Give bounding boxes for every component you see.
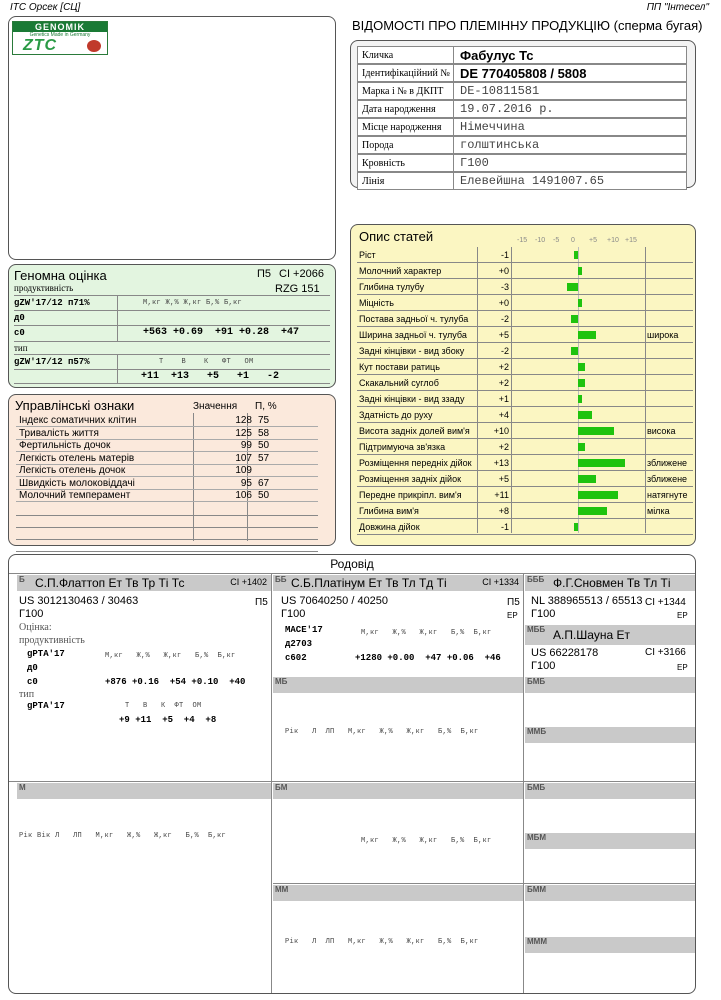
mbb-id: US 66228178: [531, 647, 599, 659]
pedigree-panel: [8, 554, 696, 994]
linear-trait-name: Міцність: [359, 298, 394, 308]
sss-ci: СІ +1344: [645, 597, 686, 608]
linear-trait-name: Передне прикріпл. вим'я: [359, 490, 462, 500]
sire-row1-header: М,кг Ж,% Ж,кг Б,% Б,кг: [105, 652, 236, 660]
linear-trait-name: Постава задньої ч. тулуба: [359, 314, 469, 324]
sire-bar: [17, 575, 271, 591]
linear-trait-desc: натягнуте: [647, 490, 688, 500]
header-right: ПП "Інтесел": [646, 2, 709, 13]
linear-tick-label: +5: [589, 237, 597, 244]
linear-bar: [578, 395, 582, 403]
identity-value: 19.07.2016 р.: [460, 102, 554, 116]
management-name: Молочний темперамент: [19, 490, 131, 501]
linear-row: [357, 471, 693, 487]
linear-trait-value: +2: [498, 442, 509, 452]
genomic-row1-label: gZW'17/12 п71%: [14, 298, 90, 308]
management-title: Управлінські ознаки: [15, 398, 135, 413]
linear-trait-value: -2: [500, 314, 509, 324]
genomic-row2-values: +11 +13 +5 +1 -2: [141, 371, 280, 382]
mmm-tag: МММ: [527, 937, 547, 946]
identity-value: голштинська: [460, 138, 540, 152]
sire-c0-values: +876 +0.16 +54 +0.10 +40: [105, 677, 246, 687]
linear-trait-name: Задні кінцівки - вид ззаду: [359, 394, 465, 404]
header-left: ІТС Орсек [СЦ]: [10, 2, 81, 13]
logo-line2: Genetics Made in Germany: [29, 32, 91, 38]
management-col-value: Значення: [193, 401, 238, 412]
linear-trait-name: Задні кінцівки - вид збоку: [359, 346, 465, 356]
sss-ep: ЕР: [677, 611, 688, 620]
management-name: Фертильність дочок: [19, 440, 111, 451]
sire-eval: Оцінка:: [19, 622, 52, 633]
linear-row: [357, 519, 693, 535]
genomic-c0: с0: [14, 328, 25, 338]
sire-d0: д0: [27, 663, 38, 673]
linear-trait-value: +5: [498, 330, 509, 340]
linear-trait-desc: висока: [647, 426, 676, 436]
genomic-row2-label: gZW'17/12 п57%: [14, 357, 90, 367]
sire-row2-values: +9 +11 +5 +4 +8: [119, 715, 217, 725]
bm-tag: БМ: [275, 783, 288, 792]
linear-trait-name: Глибина тулубу: [359, 282, 425, 292]
identity-row: [357, 136, 687, 154]
mm-bar: [273, 885, 523, 901]
mb-header: Рік Л ЛП М,кг Ж,% Ж,кг Б,% Б,кг: [285, 728, 479, 736]
management-name: Легкість отелень дочок: [19, 465, 126, 476]
mbm-tag: МБМ: [527, 833, 547, 842]
identity-row: [357, 82, 687, 100]
linear-trait-name: Підтримуюча зв'язка: [359, 442, 446, 452]
management-percent: 50: [258, 440, 270, 451]
linear-trait-value: +1: [498, 394, 509, 404]
mmb-tag: ММБ: [527, 727, 547, 736]
identity-value: Елевейшна 1491007.65: [460, 174, 605, 188]
ss-bar: [273, 575, 523, 591]
linear-trait-name: Ширина задньої ч. тулуба: [359, 330, 467, 340]
mbb-blood: Г100: [531, 660, 556, 672]
ss-id: US 70640250 / 40250: [281, 595, 389, 607]
mbb-tag: МББ: [527, 625, 546, 634]
linear-panel: [350, 224, 696, 546]
dam-bar: [17, 783, 271, 799]
management-value: 99: [240, 440, 252, 451]
sss-blood: Г100: [531, 608, 556, 620]
linear-row: [357, 455, 693, 471]
dam-header: Рік Вік Л ЛП М,кг Ж,% Ж,кг Б,% Б,кг: [19, 832, 227, 840]
linear-row: [357, 439, 693, 455]
ss-name: С.Б.Платінум Ет Тв Тл Тд Ті: [291, 576, 447, 590]
linear-trait-name: Кут постави ратиць: [359, 362, 440, 372]
linear-trait-name: Глибина вим'я: [359, 506, 419, 516]
linear-trait-value: +11: [494, 490, 509, 500]
linear-tick-label: -5: [553, 237, 560, 244]
linear-bar: [571, 315, 578, 323]
ss-p: П5: [507, 597, 520, 608]
linear-bar: [567, 283, 578, 291]
linear-row: [357, 391, 693, 407]
genomic-d0: д0: [14, 313, 25, 323]
identity-row: [357, 154, 687, 172]
sire-section-type: тип: [19, 689, 35, 700]
identity-value: DE 770405808 / 5808: [460, 66, 587, 81]
mbb-bar: [525, 625, 695, 645]
sire-section-production: продуктивність: [19, 635, 85, 646]
management-row: [16, 478, 318, 490]
identity-value: Фабулус Тс: [460, 48, 534, 63]
linear-trait-name: Молочний характер: [359, 266, 442, 276]
linear-bar: [578, 427, 614, 435]
ss-c: с602: [285, 653, 307, 663]
identity-row: [357, 118, 687, 136]
mbb-name: А.П.Шауна Ет: [553, 628, 630, 642]
genomic-c0-values: +563 +0.69 +91 +0.28 +47: [143, 327, 300, 338]
management-percent: 58: [258, 427, 270, 439]
identity-value: Г100: [460, 156, 489, 170]
sire-row2-label: gPTA'17: [27, 701, 65, 711]
genomic-row1-header: М,кг Ж,% Ж,кг Б,% Б,кг: [143, 299, 243, 307]
linear-row: [357, 359, 693, 375]
genomic-title: Геномна оцінка: [14, 268, 107, 283]
sire-c0: с0: [27, 677, 38, 687]
identity-label: Дата народження: [358, 101, 454, 117]
management-panel: [8, 394, 336, 546]
linear-trait-value: +8: [498, 506, 509, 516]
linear-row: [357, 263, 693, 279]
identity-value: Німеччина: [460, 120, 525, 134]
mmb-bar: [525, 727, 695, 743]
identity-row: [357, 46, 687, 64]
management-name: Швидкість молоковіддачі: [19, 477, 135, 489]
bm-header: М,кг Ж,% Ж,кг Б,% Б,кг: [361, 837, 492, 845]
ss-tag: ББ: [275, 575, 287, 584]
identity-panel: [350, 40, 696, 188]
management-percent: 75: [258, 415, 270, 426]
sire-row2-header: Т В К ФТ ОМ: [125, 702, 202, 710]
management-row: [16, 453, 318, 465]
linear-tick-label: +15: [625, 237, 637, 244]
ss-c-values: +1280 +0.00 +47 +0.06 +46: [355, 653, 501, 663]
identity-label: Ідентифікаційний №: [358, 65, 454, 81]
linear-trait-value: +13: [493, 458, 509, 468]
management-name: Індекс соматичних клітин: [19, 415, 137, 426]
linear-row: [357, 279, 693, 295]
linear-trait-value: +10: [493, 426, 509, 436]
bm-bar: [273, 783, 523, 799]
sire-blood: Г100: [19, 608, 44, 620]
linear-trait-value: +0: [498, 266, 509, 276]
mb-tag: МБ: [275, 677, 288, 686]
linear-trait-name: Розміщення передніх дійок: [359, 458, 472, 468]
linear-trait-desc: широка: [647, 330, 679, 340]
linear-row: [357, 375, 693, 391]
linear-bar: [578, 379, 585, 387]
bmm-tag: БММ: [527, 885, 547, 894]
ss-blood: Г100: [281, 608, 306, 620]
linear-trait-desc: зближене: [647, 474, 688, 484]
ss-d: д2703: [285, 639, 313, 649]
linear-bar: [574, 523, 578, 531]
management-percent: 57: [258, 452, 270, 464]
management-name: Легкість отелень матерів: [19, 452, 135, 464]
sss-tag: БББ: [527, 575, 545, 584]
identity-row: [357, 172, 687, 190]
logo-line1: GENOMIK: [13, 22, 107, 32]
genomic-ci: СІ +2066: [279, 268, 324, 280]
linear-bar: [578, 491, 618, 499]
mm-header: Рік Л ЛП М,кг Ж,% Ж,кг Б,% Б,кг: [285, 938, 479, 946]
linear-row: [357, 503, 693, 519]
genomic-row2-header: Т В К ФТ ОМ: [159, 358, 254, 366]
linear-trait-name: Довжина дійок: [359, 522, 420, 532]
linear-row: [357, 311, 693, 327]
linear-tick-label: 0: [571, 237, 575, 244]
bmb-tag: БМБ: [527, 677, 546, 686]
linear-trait-name: Скакальний суглоб: [359, 378, 439, 388]
linear-bar: [578, 475, 596, 483]
linear-trait-desc: мілка: [647, 506, 670, 516]
linear-bar: [578, 443, 585, 451]
management-row: [16, 415, 318, 427]
linear-row: [357, 423, 693, 439]
identity-row: [357, 64, 687, 82]
linear-trait-value: -1: [500, 250, 509, 260]
linear-trait-name: Розміщення задніх дійок: [359, 474, 462, 484]
linear-bar: [578, 459, 625, 467]
management-value: 128: [235, 415, 252, 426]
linear-bar: [571, 347, 578, 355]
genomic-rzg: RZG 151: [275, 283, 320, 295]
mbb-ep: ЕР: [677, 663, 688, 672]
ss-ci: СІ +1334: [482, 577, 519, 587]
management-name: Тривалість життя: [19, 427, 99, 439]
linear-trait-name: Ріст: [359, 250, 376, 260]
management-value: 107: [235, 452, 252, 464]
logo-bull-icon: [87, 40, 101, 52]
linear-trait-name: Висота задніх долей вим'я: [359, 426, 470, 436]
identity-label: Місце народження: [358, 119, 454, 135]
linear-bar: [578, 363, 585, 371]
identity-value: DE-10811581: [460, 84, 540, 98]
bmb2-bar: [525, 783, 695, 799]
identity-row: [357, 100, 687, 118]
management-value: 95: [240, 477, 252, 489]
linear-tick-label: +10: [607, 237, 619, 244]
genomic-section-type: тип: [14, 343, 28, 353]
page-title: ВІДОМОСТІ ПРО ПЛЕМІННУ ПРОДУКЦІЮ (сперма бугая): [352, 18, 703, 33]
linear-tick-label: -10: [535, 237, 546, 244]
identity-label: Лінія: [358, 173, 454, 189]
ss-row1-label: MACE'17: [285, 625, 323, 635]
genomic-section-production: продуктивність: [14, 283, 74, 293]
sire-p: П5: [255, 597, 268, 608]
bmb-bar: [525, 677, 695, 693]
genomik-logo: [12, 21, 108, 55]
linear-row: [357, 247, 693, 263]
linear-trait-value: +4: [498, 410, 509, 420]
sire-tag: Б: [19, 575, 25, 584]
sire-id: US 3012130463 / 30463: [19, 595, 139, 607]
linear-trait-value: +5: [498, 474, 509, 484]
linear-bar: [578, 411, 592, 419]
management-row: [16, 440, 318, 452]
ss-ep: ЕР: [507, 611, 518, 620]
linear-title: Опис статей: [359, 229, 434, 244]
linear-tick-label: -15: [517, 237, 528, 244]
linear-trait-value: +2: [498, 378, 509, 388]
mbm-bar: [525, 833, 695, 849]
management-row: [16, 490, 318, 502]
sire-name: С.П.Флаттоп Ет Тв Тр Ті Тс: [35, 576, 185, 590]
sire-row1-label: gPTA'17: [27, 649, 65, 659]
management-percent: 50: [258, 490, 270, 501]
linear-bar: [578, 507, 607, 515]
management-row: [16, 428, 318, 440]
pedigree-title: Родовід: [330, 557, 374, 571]
ss-row1-header: М,кг Ж,% Ж,кг Б,% Б,кг: [361, 629, 492, 637]
sss-id: NL 388965513 / 65513: [531, 595, 643, 607]
bmb2-tag: БМБ: [527, 783, 546, 792]
mm-tag: ММ: [275, 885, 289, 894]
sire-ci: СІ +1402: [230, 577, 267, 587]
linear-row: [357, 343, 693, 359]
linear-trait-value: -3: [500, 282, 509, 292]
linear-row: [357, 327, 693, 343]
linear-trait-name: Здатність до руху: [359, 410, 433, 420]
linear-trait-desc: зближене: [647, 458, 688, 468]
management-value: 125: [235, 427, 252, 439]
mb-bar: [273, 677, 523, 693]
linear-row: [357, 487, 693, 503]
linear-bar: [574, 251, 578, 259]
sss-name: Ф.Г.Сновмен Тв Тл Ті: [553, 576, 671, 590]
sss-bar: [525, 575, 695, 591]
identity-label: Кровність: [358, 155, 454, 171]
management-value: 109: [235, 465, 252, 476]
identity-label: Кличка: [358, 47, 454, 63]
identity-label: Порода: [358, 137, 454, 153]
linear-trait-value: +0: [498, 298, 509, 308]
mbb-ci: СІ +3166: [645, 647, 686, 658]
identity-label: Марка і № в ДКПТ: [358, 83, 454, 99]
management-percent: 67: [258, 477, 270, 489]
linear-trait-value: +2: [498, 362, 509, 372]
linear-trait-value: -1: [500, 522, 509, 532]
mmm-bar: [525, 937, 695, 953]
linear-bar: [578, 331, 596, 339]
management-value: 106: [235, 490, 252, 501]
logo-line3: ZTC: [23, 37, 58, 54]
linear-trait-value: -2: [500, 346, 509, 356]
bmm-bar: [525, 885, 695, 901]
dam-tag: М: [19, 783, 26, 792]
management-row: [16, 465, 318, 477]
management-col-p: П, %: [255, 401, 277, 412]
genomic-p: П5: [257, 268, 272, 280]
linear-bar: [578, 267, 582, 275]
linear-row: [357, 407, 693, 423]
genomic-panel: [8, 264, 336, 388]
linear-row: [357, 295, 693, 311]
linear-bar: [578, 299, 582, 307]
